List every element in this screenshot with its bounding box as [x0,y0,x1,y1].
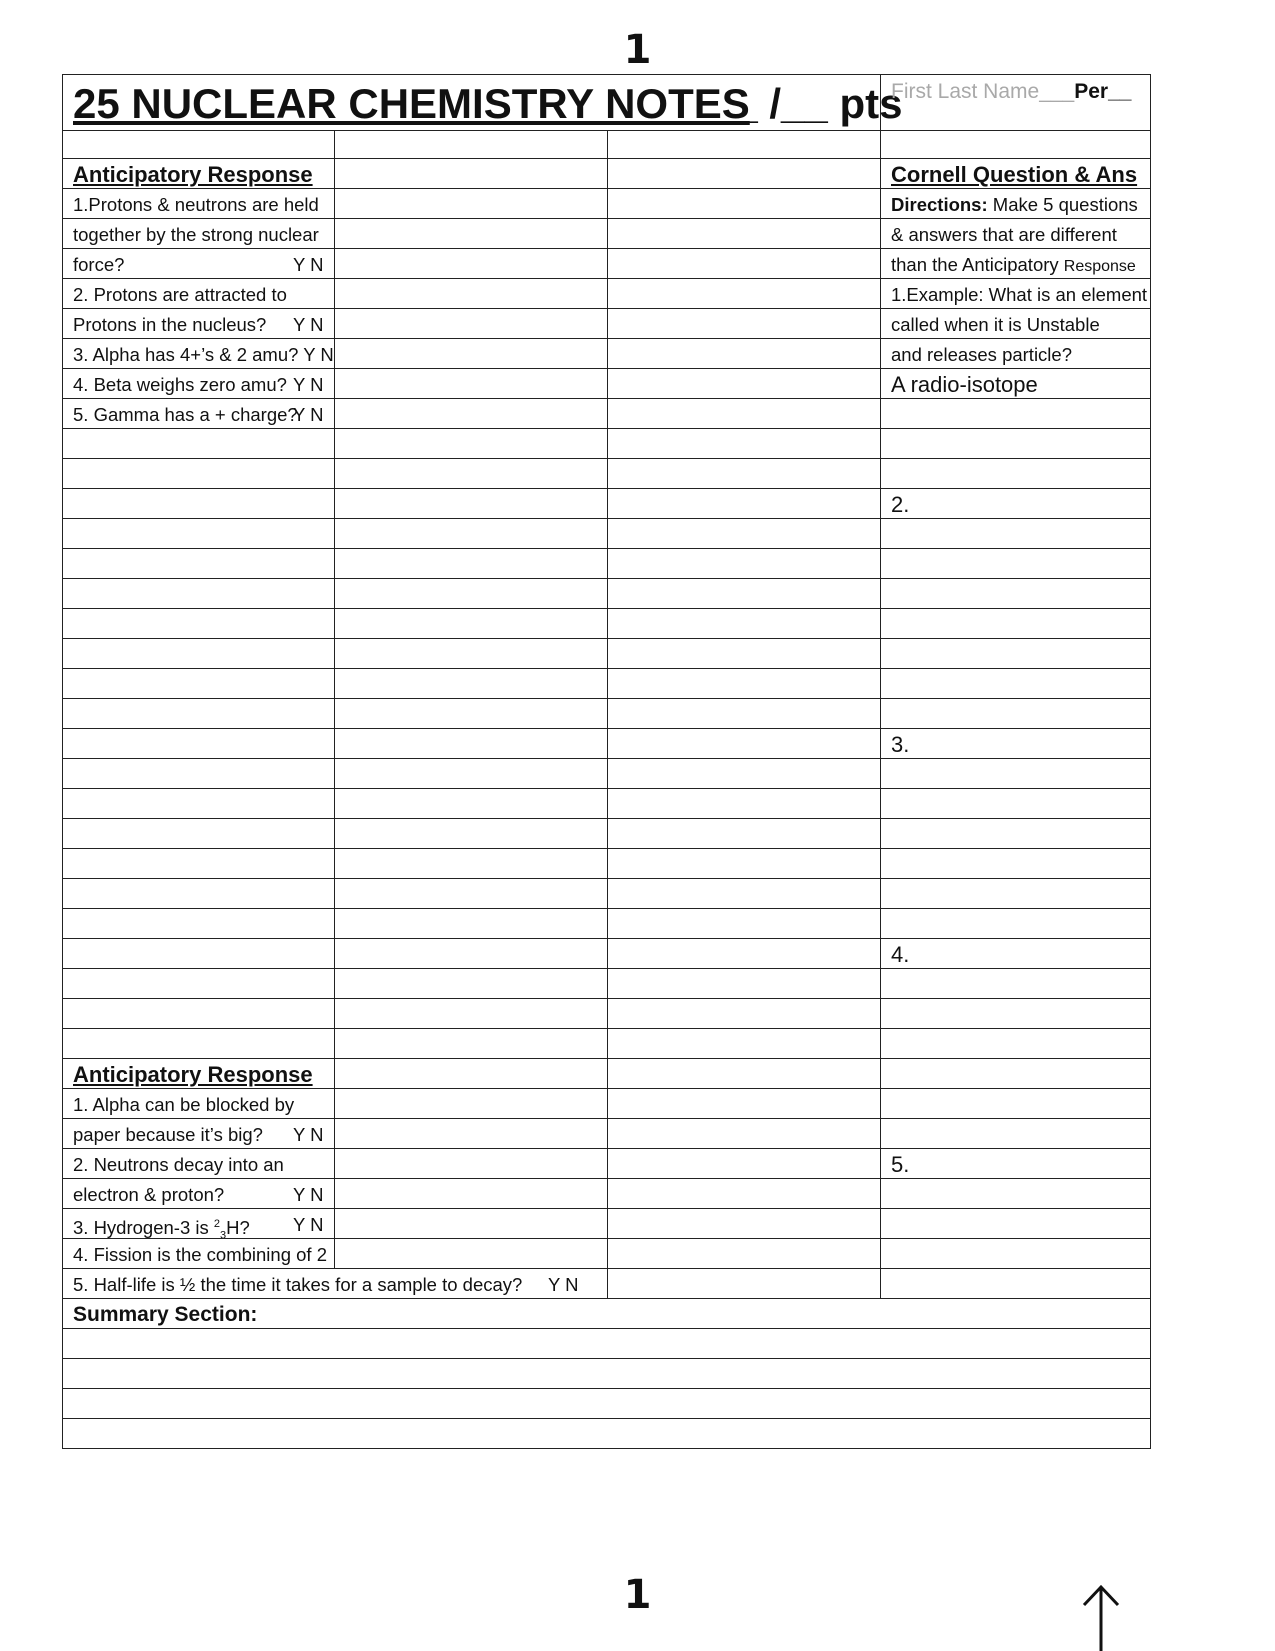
notes-cell[interactable] [334,1058,608,1089]
summary-line[interactable] [62,1358,1151,1389]
notes-cell[interactable] [607,458,881,489]
notes-cell[interactable] [607,368,881,399]
anticipatory-heading-1: Anticipatory Response [73,162,313,187]
name-placeholder: First Last Name___ [891,80,1075,103]
anticipatory-cell [62,1178,335,1209]
anticipatory-cell [62,458,335,489]
notes-cell[interactable] [334,428,608,459]
cornell-cell[interactable] [880,578,1151,609]
anticipatory-cell [62,908,335,939]
anticipatory-cell [62,758,335,789]
cornell-cell[interactable] [880,1208,1151,1239]
notes-cell[interactable] [607,278,881,309]
notes-cell[interactable] [334,488,608,519]
notes-cell[interactable] [607,188,881,219]
isotope-notation [213,1217,227,1242]
item-text: together by the strong nuclear [73,224,319,245]
yes-no-choice: Y N [293,374,324,395]
notes-cell[interactable] [607,668,881,699]
notes-cell[interactable] [334,998,608,1029]
cornell-cell[interactable] [880,278,1151,309]
notes-cell[interactable] [607,998,881,1029]
notes-cell[interactable] [334,248,608,279]
cornell-cell[interactable] [880,758,1151,789]
item-text: 5. Half-life is ½ the time it takes for a sample to decay? [73,1274,523,1295]
notes-cell[interactable] [334,158,608,189]
notes-cell[interactable] [334,728,608,759]
item-text: 5. Gamma has a + charge? [73,404,298,425]
notes-cell[interactable] [607,968,881,999]
cornell-cell[interactable] [880,308,1151,339]
anticipatory-cell [62,788,335,819]
item-text: 4. Fission is the combining of 2 [73,1244,327,1265]
item-text: 3. Alpha has 4+’s & 2 amu? Y N [73,344,334,365]
anticipatory-cell [62,548,335,579]
notes-cell[interactable] [607,1058,881,1089]
notes-cell[interactable] [607,788,881,819]
question-number: 3. [891,732,910,757]
notes-cell[interactable] [607,338,881,369]
anticipatory-cell [62,578,335,609]
notes-cell[interactable] [607,398,881,429]
anticipatory-cell [62,698,335,729]
anticipatory-cell [62,848,335,879]
notes-cell[interactable] [334,698,608,729]
summary-heading: Summary Section: [73,1303,258,1326]
cornell-cell[interactable] [880,968,1151,999]
notes-cell[interactable] [334,1148,608,1179]
notes-cell[interactable] [607,578,881,609]
notes-cell[interactable] [607,130,881,159]
cornell-cell[interactable] [880,518,1151,549]
cornell-cell[interactable] [880,130,1151,159]
anticipatory-cell [62,278,335,309]
up-arrow-icon [1081,1583,1121,1651]
anticipatory-cell [62,1118,335,1149]
notes-cell[interactable] [334,398,608,429]
notes-cell[interactable] [607,1088,881,1119]
anticipatory-cell [62,1208,335,1242]
example-line: 1.Example: What is an element [891,284,1148,305]
anticipatory-cell [62,398,335,429]
notes-cell[interactable] [334,218,608,249]
summary-line[interactable] [62,1418,1151,1449]
page-number-bottom: 1 [623,1572,652,1618]
directions-line: than the Anticipatory [891,254,1064,275]
anticipatory-cell [62,158,335,189]
anticipatory-cell [62,488,335,519]
yes-no-choice: Y N [293,314,324,335]
cornell-cell[interactable] [880,1088,1151,1119]
notes-cell[interactable] [607,818,881,849]
anticipatory-cell [62,368,335,399]
anticipatory-cell [62,998,335,1029]
notes-cell[interactable] [607,1208,881,1239]
yes-no-choice: Y N [293,404,324,425]
anticipatory-cell [62,608,335,639]
notes-cell[interactable] [334,758,608,789]
example-answer: A radio-isotope [891,372,1038,397]
cornell-cell[interactable] [880,788,1151,819]
anticipatory-cell [62,728,335,759]
question-number: 4. [891,942,910,967]
item-text: 4. Beta weighs zero amu? [73,374,287,395]
anticipatory-cell [62,248,335,279]
yes-no-choice: Y N [293,254,324,275]
notes-cell[interactable] [607,308,881,339]
cornell-cell[interactable] [880,158,1151,189]
cornell-cell[interactable] [880,908,1151,939]
cornell-cell[interactable] [880,488,1151,519]
example-line: and releases particle? [891,344,1072,365]
notes-cell[interactable] [607,1028,881,1059]
anticipatory-cell [62,1058,335,1089]
period-label: Per__ [1074,80,1132,103]
mass-number: 2 [213,1218,220,1230]
item-text: 1.Protons & neutrons are held [73,194,319,215]
question-number: 2. [891,492,910,517]
anticipatory-cell [62,188,335,219]
atomic-number: 3 [220,1229,227,1242]
item-text: 3. Hydrogen-3 is [73,1217,214,1239]
cornell-cell[interactable] [880,1118,1151,1149]
anticipatory-cell [62,130,335,159]
item-text: H? [226,1217,250,1239]
cornell-cell[interactable] [880,338,1151,369]
summary-heading-row [62,1298,1151,1329]
notes-cell[interactable] [607,248,881,279]
notes-cell[interactable] [607,908,881,939]
points-blank: __ /__ pts [711,80,903,127]
cornell-cell[interactable] [880,1178,1151,1209]
directions-line: Make 5 questions [987,194,1138,215]
notes-cell[interactable] [607,848,881,879]
example-line: called when it is Unstable [891,314,1100,335]
anticipatory-cell [62,428,335,459]
notes-cell[interactable] [607,158,881,189]
cornell-cell[interactable] [880,698,1151,729]
notes-cell[interactable] [334,818,608,849]
item-text: 2. Protons are attracted to [73,284,287,305]
notes-cell[interactable] [334,188,608,219]
notes-cell[interactable] [334,968,608,999]
anticipatory-cell [62,218,335,249]
anticipatory-cell [62,968,335,999]
summary-line[interactable] [62,1388,1151,1419]
cornell-cell[interactable] [880,818,1151,849]
notes-cell[interactable] [334,458,608,489]
notes-cell[interactable] [334,278,608,309]
cornell-cell[interactable] [880,728,1151,759]
anticipatory-cell [62,1088,335,1119]
item-text: electron & proton? [73,1184,225,1205]
anticipatory-heading-2: Anticipatory Response [73,1062,313,1087]
cornell-cell[interactable] [880,848,1151,879]
anticipatory-cell [62,338,335,369]
item-text: force? [73,254,125,275]
notes-cell[interactable] [334,518,608,549]
notes-cell[interactable] [607,1238,881,1269]
notes-cell[interactable] [607,608,881,639]
cornell-cell[interactable] [880,548,1151,579]
notes-cell[interactable] [334,1118,608,1149]
cornell-cell[interactable] [880,1028,1151,1059]
notes-cell[interactable] [334,130,608,159]
notes-cell[interactable] [334,578,608,609]
item-text: 2. Neutrons decay into an [73,1154,284,1175]
notes-cell[interactable] [334,1238,608,1269]
cornell-cell[interactable] [880,248,1151,279]
anticipatory-cell [62,638,335,669]
notes-cell[interactable] [607,1178,881,1209]
cornell-cell[interactable] [880,998,1151,1029]
anticipatory-cell [62,1148,335,1179]
notes-cell[interactable] [607,758,881,789]
notes-cell[interactable] [334,1208,608,1239]
notes-cell[interactable] [607,1148,881,1179]
notes-cell[interactable] [607,428,881,459]
anticipatory-cell [62,1028,335,1059]
notes-cell[interactable] [607,518,881,549]
page-title: 25 NUCLEAR CHEMISTRY NOTES [73,80,750,127]
notes-cell[interactable] [334,668,608,699]
cornell-cell[interactable] [880,1058,1151,1089]
cornell-cell[interactable] [880,458,1151,489]
item-text: paper because it’s big? [73,1124,263,1145]
anticipatory-cell [62,818,335,849]
anticipatory-cell [62,518,335,549]
cornell-cell[interactable] [880,938,1151,969]
notes-cell[interactable] [334,1028,608,1059]
notes-cell[interactable] [607,698,881,729]
notes-cell[interactable] [607,638,881,669]
page-number-top: 1 [623,27,652,73]
anticipatory-cell [62,938,335,969]
item-text: 1. Alpha can be blocked by [73,1094,295,1115]
notes-cell[interactable] [334,548,608,579]
cornell-cell[interactable] [880,638,1151,669]
title-cell [62,74,903,131]
notes-cell[interactable] [334,848,608,879]
cornell-cell[interactable] [880,428,1151,459]
notes-cell[interactable] [607,938,881,969]
notes-cell[interactable] [334,938,608,969]
notes-cell[interactable] [334,908,608,939]
question-number: 5. [891,1152,910,1177]
cornell-cell[interactable] [880,668,1151,699]
cornell-cell[interactable] [880,1148,1151,1179]
yes-no-choice: Y N [293,1214,324,1235]
notes-cell[interactable] [334,788,608,819]
notes-cell[interactable] [334,638,608,669]
cornell-cell[interactable] [880,1268,1151,1299]
notes-cell[interactable] [607,1118,881,1149]
notes-cell[interactable] [607,488,881,519]
cornell-cell[interactable] [880,218,1151,249]
yes-no-choice: Y N [293,1184,324,1205]
notes-cell[interactable] [334,1088,608,1119]
notes-cell[interactable] [607,878,881,909]
cornell-cell[interactable] [880,608,1151,639]
notes-cell[interactable] [607,728,881,759]
anticipatory-cell [62,308,335,339]
notes-cell[interactable] [607,218,881,249]
anticipatory-cell [62,668,335,699]
notes-cell[interactable] [607,548,881,579]
cornell-cell[interactable] [880,398,1151,429]
cornell-heading: Cornell Question & Ans [891,162,1138,187]
notes-cell[interactable] [334,1178,608,1209]
directions-label: Directions: [891,194,988,215]
cornell-cell[interactable] [880,368,1151,399]
notes-cell[interactable] [334,308,608,339]
cornell-cell[interactable] [880,1238,1151,1269]
summary-line[interactable] [62,1328,1151,1359]
anticipatory-cell [62,878,335,909]
cornell-cell[interactable] [880,188,1151,219]
yes-no-choice: Y N [293,1124,324,1145]
anticipatory-item-wide [62,1268,608,1299]
yes-no-choice: Y N [548,1274,579,1295]
notes-cell[interactable] [334,338,608,369]
notes-cell[interactable] [334,368,608,399]
directions-line: & answers that are different [891,224,1117,245]
directions-line: Response [1063,258,1136,275]
notes-sheet [63,75,1213,1555]
cornell-cell[interactable] [880,878,1151,909]
notes-cell[interactable] [607,1268,881,1299]
item-text: Protons in the nucleus? [73,314,267,335]
name-period-field[interactable] [880,74,1151,131]
notes-cell[interactable] [334,878,608,909]
anticipatory-cell [62,1238,335,1269]
notes-cell[interactable] [334,608,608,639]
